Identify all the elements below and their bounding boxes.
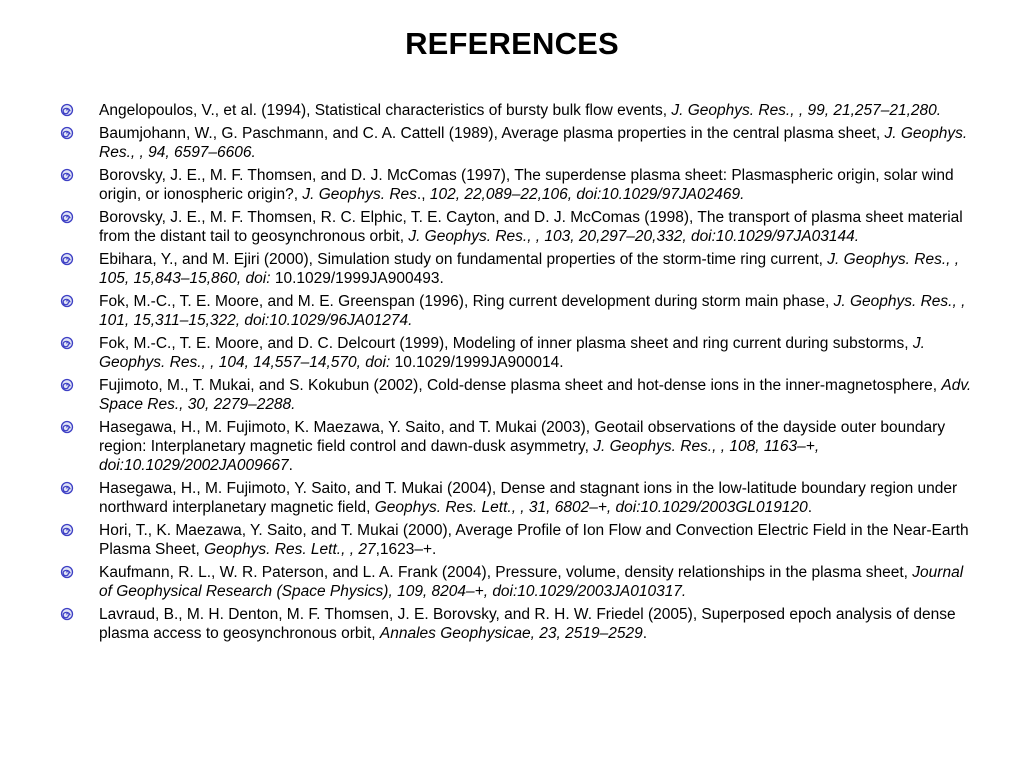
spiral-bullet-icon: [60, 523, 74, 537]
reference-text: .: [642, 625, 648, 642]
reference-text: Fok, M.-C., T. E. Moore, and D. C. Delcourt (1999), Modeling of inner plasma sheet and ring current during substorms,: [99, 335, 913, 352]
reference-item: [60, 334, 980, 372]
reference-item: [60, 479, 980, 517]
reference-journal: J. Geophys. Res., , 103, 20,297–20,332, doi:10.1029/97JA03144.: [408, 228, 860, 245]
reference-text: .: [807, 499, 813, 516]
reference-item: [60, 418, 980, 475]
reference-journal: J. Geophys. Res: [302, 186, 417, 203]
reference-journal: J. Geophys. Res., , 99, 21,257–21,280.: [671, 102, 942, 119]
reference-text: Kaufmann, R. L., W. R. Paterson, and L. A. Frank (2004), Pressure, volume, density relationships in the plasma sheet,: [99, 564, 913, 581]
reference-text: Borovsky, J. E., M. F. Thomsen, and D. J. McComas (1997), The superdense plasma sheet: Plasmaspheric origin, solar wind origin, or ionospheric origin?,: [99, 167, 954, 203]
reference-text: Angelopoulos, V., et al. (1994), Statistical characteristics of bursty bulk flow events,: [99, 102, 672, 119]
reference-item: [60, 521, 980, 559]
reference-journal: J. Geophys. Res., , 108, 1163–+, doi:10.1029/2002JA009667: [99, 438, 820, 474]
reference-journal: Geophys. Res. Lett., , 31, 6802–+, doi:10.1029/2003GL019120: [374, 499, 808, 516]
reference-text: ,1623–+.: [375, 541, 437, 558]
reference-text: Borovsky, J. E., M. F. Thomsen, R. C. Elphic, T. E. Cayton, and D. J. McComas (1998), The transport of plasma sheet material from the distant tail to geosynchronous orbit,: [99, 209, 963, 245]
reference-item: [60, 208, 980, 246]
spiral-bullet-icon: [60, 210, 74, 224]
reference-text: Hori, T., K. Maezawa, Y. Saito, and T. Mukai (2000), Average Profile of Ion Flow and Convection Electric Field in the Near-Earth Plasma Sheet,: [99, 522, 969, 558]
spiral-bullet-icon: [60, 378, 74, 392]
spiral-bullet-icon: [60, 607, 74, 621]
spiral-bullet-icon: [60, 252, 74, 266]
spiral-bullet-icon: [60, 420, 74, 434]
page-title: REFERENCES: [405, 26, 619, 61]
reference-journal: J. Geophys. Res., , 101, 15,311–15,322, doi:10.1029/96JA01274.: [99, 293, 966, 329]
reference-text: Baumjohann, W., G. Paschmann, and C. A. Cattell (1989), Average plasma properties in the central plasma sheet,: [99, 125, 885, 142]
reference-text: .: [288, 457, 293, 474]
reference-journal: J. Geophys. Res., , 94, 6597–6606.: [99, 125, 968, 161]
reference-text: Hasegawa, H., M. Fujimoto, Y. Saito, and T. Mukai (2004), Dense and stagnant ions in the low-latitude boundary region under northward interplanetary magnetic field,: [99, 480, 958, 516]
reference-item: [60, 563, 980, 601]
reference-item: [60, 376, 980, 414]
spiral-bullet-icon: [60, 294, 74, 308]
spiral-bullet-icon: [60, 168, 74, 182]
reference-item: [60, 292, 980, 330]
spiral-bullet-icon: [60, 126, 74, 140]
reference-journal: J. Geophys. Res., , 104, 14,557–14,570, doi:: [99, 335, 925, 371]
spiral-bullet-icon: [60, 481, 74, 495]
reference-journal: 102, 22,089–22,106, doi:10.1029/97JA02469.: [429, 186, 745, 203]
reference-text: 10.1029/1999JA900493.: [270, 270, 444, 287]
spiral-bullet-icon: [60, 336, 74, 350]
reference-journal: Geophys. Res. Lett., , 27: [204, 541, 376, 558]
reference-text: 10.1029/1999JA900014.: [390, 354, 564, 371]
reference-text: Lavraud, B., M. H. Denton, M. F. Thomsen, J. E. Borovsky, and R. H. W. Friedel (2005), Superposed epoch analysis of dense plasma access to geosynchronous orbit,: [99, 606, 956, 642]
reference-text: Hasegawa, H., M. Fujimoto, K. Maezawa, Y. Saito, and T. Mukai (2003), Geotail observations of the dayside outer boundary region: Interplanetary magnetic field control and dawn-dusk asymmetry,: [99, 419, 946, 455]
reference-text: Ebihara, Y., and M. Ejiri (2000), Simulation study on fundamental properties of the storm-time ring current,: [99, 251, 828, 268]
reference-item: [60, 250, 980, 288]
reference-journal: Adv. Space Res., 30, 2279–2288.: [99, 377, 972, 413]
reference-text: Fok, M.-C., T. E. Moore, and M. E. Greenspan (1996), Ring current development during storm main phase,: [99, 293, 834, 310]
reference-journal: Annales Geophysicae, 23, 2519–2529: [379, 625, 643, 642]
reference-item: [60, 124, 980, 162]
reference-journal: J. Geophys. Res., , 105, 15,843–15,860, doi:: [99, 251, 960, 287]
reference-item: [60, 605, 980, 643]
reference-item: [60, 166, 980, 204]
reference-journal: Journal of Geophysical Research (Space Physics), 109, 8204–+, doi:10.1029/2003JA010317.: [99, 564, 964, 600]
reference-list: [60, 101, 980, 647]
spiral-bullet-icon: [60, 565, 74, 579]
reference-text: .,: [416, 186, 430, 203]
spiral-bullet-icon: [60, 103, 74, 117]
reference-item: [60, 101, 980, 120]
reference-text: Fujimoto, M., T. Mukai, and S. Kokubun (2002), Cold-dense plasma sheet and hot-dense ions in the inner-magnetosphere,: [99, 377, 942, 394]
